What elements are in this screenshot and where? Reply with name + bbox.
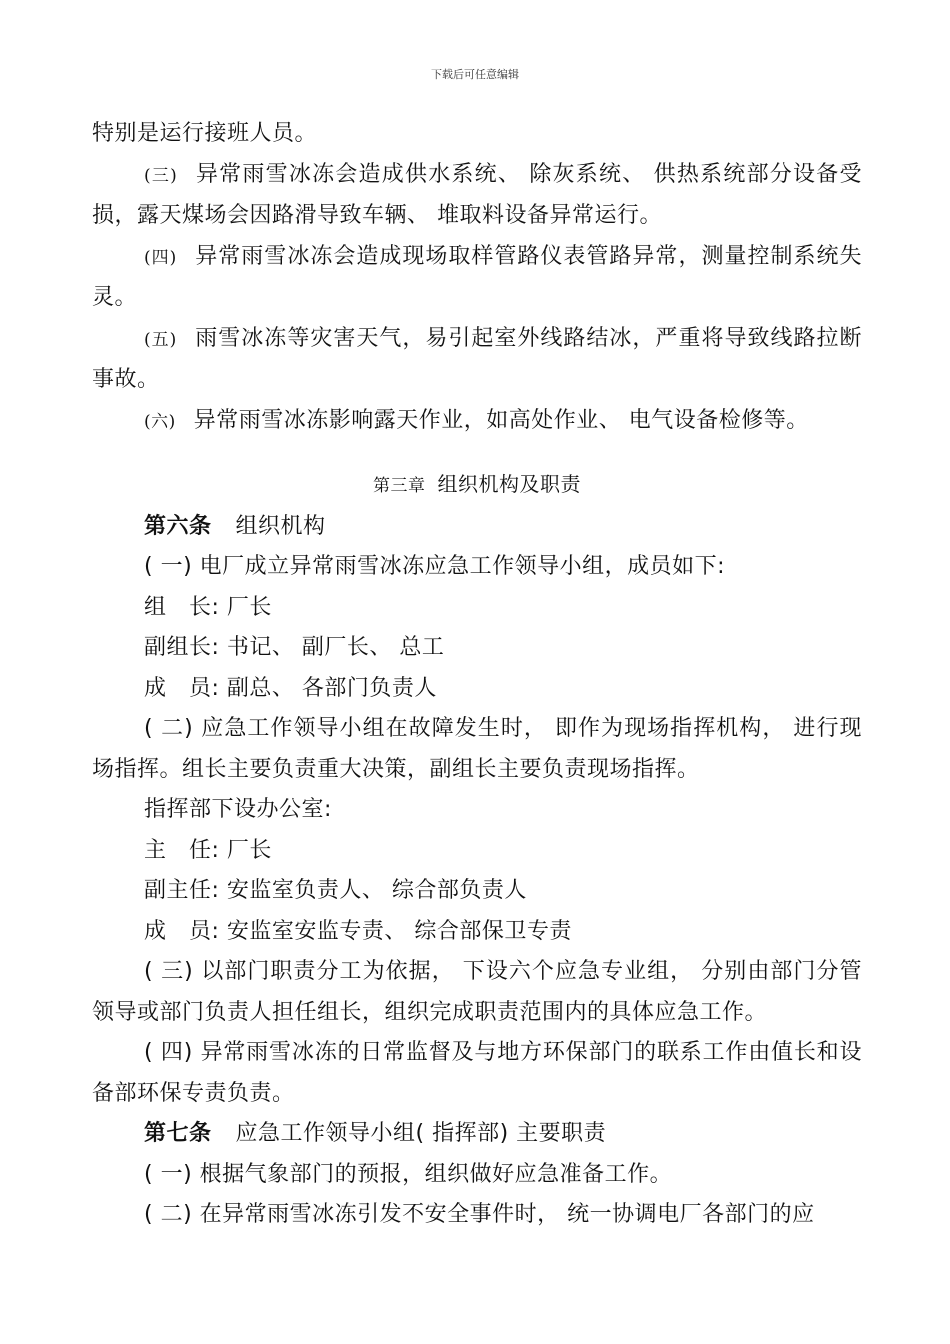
item-text: 异常雨雪冰冻会造成现场取样管路仪表管路异常，测量控制系统失灵。 (92, 243, 862, 310)
role-line: 副组长: 书记、 副厂长、 总工 (144, 635, 445, 660)
article-heading (92, 507, 862, 548)
item-text: 异常雨雪冰冻影响露天作业，如高处作业、 电气设备检修等。 (193, 407, 809, 433)
chapter-number: 第三章 (373, 476, 426, 496)
role-line: 成 员: 安监室安监专责、 综合部保卫专责 (144, 918, 572, 944)
chapter-heading (92, 464, 862, 507)
chapter-title: 组织机构及职责 (437, 472, 581, 496)
role-line: 副主任: 安监室负责人、 综合部负责人 (144, 878, 527, 903)
list-item (92, 237, 862, 319)
list-item (92, 401, 862, 443)
item-text: 雨雪冰冻等灾害天气，易引起室外线路结冰，严重将导致线路拉断事故。 (92, 325, 862, 392)
role-line: 成 员: 副总、 各部门负责人 (144, 675, 437, 701)
paragraph: 特别是运行接班人员。 (92, 121, 318, 146)
item-text: 异常雨雪冰冻会造成供水系统、 除灰系统、 供热系统部分设备受损，露天煤场会因路滑导致车辆、 堆取料设备异常运行。 (92, 161, 862, 228)
paragraph: ( 三) 以部门职责分工为依据， 下设六个应急专业组， 分别由部门分管领导或部门负责人担任组长，组织完成职责范围内的具体应急工作。 (92, 959, 862, 1025)
role-line: 主 任: 厂长 (144, 837, 272, 863)
paragraph: ( 一) 电厂成立异常雨雪冰冻应急工作领导小组，成员如下: (144, 554, 726, 579)
list-item (92, 319, 862, 401)
paragraph: ( 一) 根据气象部门的预报，组织做好应急准备工作。 (144, 1161, 673, 1187)
document-body (92, 114, 862, 1236)
page-header: 下载后可任意编辑 (431, 68, 519, 81)
article-title: 组织机构 (235, 513, 326, 539)
paragraph: ( 二) 在异常雨雪冰冻引发不安全事件时， 统一协调电厂各部门的应 (144, 1202, 815, 1227)
item-number: (四) (144, 247, 177, 268)
article-label: 第六条 (144, 513, 212, 539)
role-line: 组 长: 厂长 (144, 594, 272, 620)
item-number: (五) (144, 329, 177, 350)
list-item (92, 155, 862, 237)
article-heading (92, 1114, 862, 1155)
paragraph: ( 四) 异常雨雪冰冻的日常监督及与地方环保部门的联系工作由值长和设备部环保专责负责。 (92, 1040, 862, 1106)
article-title: 应急工作领导小组( 指挥部) 主要职责 (235, 1121, 607, 1146)
article-label: 第七条 (144, 1121, 212, 1146)
item-number: (六) (144, 411, 176, 432)
paragraph: ( 二) 应急工作领导小组在故障发生时， 即作为现场指挥机构， 进行现场指挥。组长主要负责重大决策，副组长主要负责现场指挥。 (92, 716, 862, 782)
item-number: (三) (144, 165, 178, 186)
paragraph: 指挥部下设办公室: (144, 797, 332, 822)
